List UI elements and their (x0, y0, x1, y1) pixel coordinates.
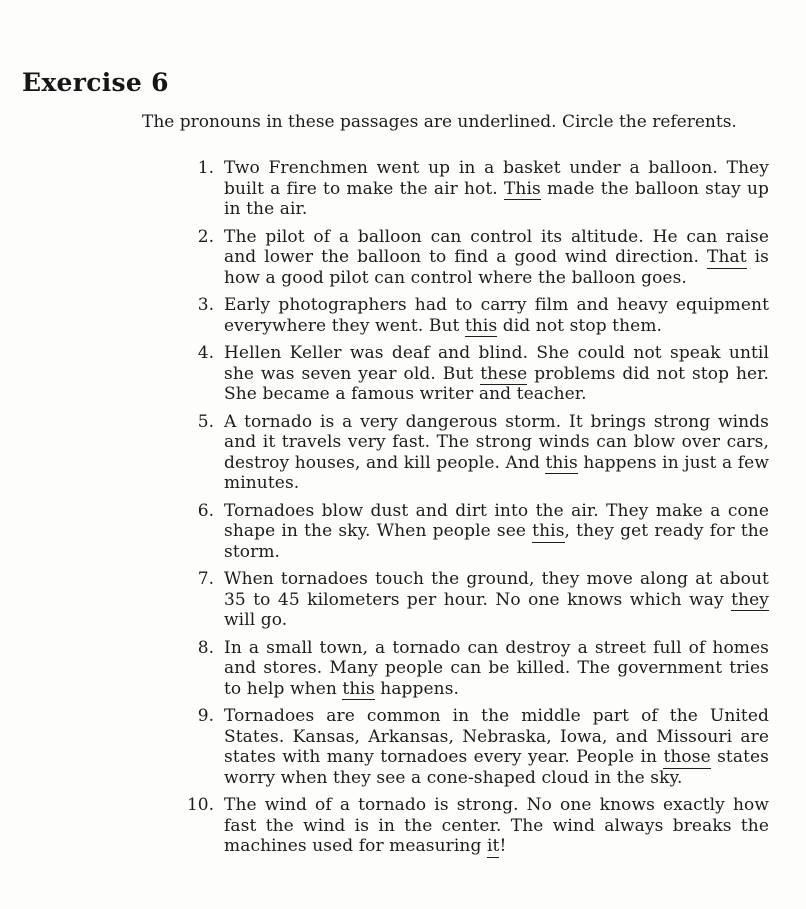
text-segment: The wind of a tornado is strong. No one knows exactly how fast the wind is in the center. The wind always breaks the machines used for measuring (224, 795, 769, 856)
underlined-pronoun: this (532, 521, 565, 541)
passage-item (0, 795, 806, 857)
passage-list (0, 158, 806, 857)
item-number: 10. (186, 795, 214, 815)
text-segment: ! (499, 836, 507, 856)
passage-text (224, 227, 769, 289)
passage-text (224, 501, 769, 563)
item-number: 6. (197, 500, 214, 521)
passage-item (0, 295, 806, 336)
passage-item (0, 569, 806, 631)
text-segment: , they get ready for the storm. (224, 521, 769, 562)
item-number: 3. (197, 295, 214, 315)
text-segment: made the balloon stay up in the air. (224, 178, 769, 219)
passage-item (0, 638, 806, 700)
text-segment: Early photographers had to carry film and heavy equipment everywhere they went. But (224, 295, 769, 336)
text-segment: The pilot of a balloon can control its altitude. He can raise and lower the balloon to find a good wind direction. (224, 226, 769, 267)
passage-item (0, 706, 806, 788)
text-segment: Two Frenchmen went up in a basket under a balloon. They built a fire to make the air hot. (224, 158, 769, 199)
item-number: 7. (197, 569, 214, 589)
item-number: 2. (197, 226, 214, 247)
exercise-heading: Exercise 6 (22, 68, 169, 97)
text-segment: problems did not stop her. She became a famous writer and teacher. (224, 363, 770, 404)
text-segment: In a small town, a tornado can destroy a street full of homes and stores. Many people can be killed. The government tries to help when (224, 637, 769, 699)
underlined-pronoun: this (342, 678, 375, 699)
text-segment: will go. (224, 610, 288, 630)
item-number: 1. (197, 158, 214, 178)
passage-text (224, 569, 769, 631)
passage-text (224, 343, 769, 405)
passage-item (0, 343, 806, 405)
text-segment: Tornadoes are common in the middle part of the United States. Kansas, Arkansas, Nebraska, Iowa, and Missouri are states with many tornadoes every year. People in (224, 706, 769, 767)
passage-item (0, 412, 806, 494)
text-segment: happens in just a few minutes. (224, 452, 769, 493)
underlined-pronoun: these (480, 363, 528, 384)
text-segment: Tornadoes blow dust and dirt into the air. They make a cone shape in the sky. When people see (224, 500, 769, 541)
passage-text (224, 706, 769, 788)
item-number: 9. (197, 706, 214, 726)
text-segment: did not stop them. (497, 315, 663, 336)
text-segment: happens. (374, 678, 460, 699)
underlined-pronoun: those (663, 747, 711, 767)
underlined-pronoun: this (464, 315, 498, 336)
passage-text (224, 412, 769, 494)
passage-text (224, 638, 769, 700)
passage-item (0, 158, 806, 220)
item-number: 5. (197, 411, 214, 432)
text-segment: is how a good pilot can control where the balloon goes. (224, 247, 769, 288)
text-segment: states worry when they see a cone-shaped cloud in the sky. (224, 747, 769, 788)
item-number: 4. (197, 343, 214, 363)
text-segment: Hellen Keller was deaf and blind. She could not speak until she was seven year old. But (224, 343, 769, 384)
item-number: 8. (197, 637, 214, 658)
underlined-pronoun: This (503, 178, 541, 199)
passage-text (224, 795, 769, 857)
passage-item (0, 227, 806, 289)
text-segment: When tornadoes touch the ground, they move along at about 35 to 45 kilometers per hour. No one knows which way (224, 569, 769, 610)
underlined-pronoun: they (731, 589, 769, 610)
underlined-pronoun: this (545, 452, 578, 473)
underlined-pronoun: it (486, 836, 500, 856)
passage-text (224, 295, 769, 336)
passage-text (224, 158, 769, 220)
text-segment: A tornado is a very dangerous storm. It brings strong winds and it travels very fast. The strong winds can blow over cars, destroy houses, and kill people. And (224, 411, 769, 473)
underlined-pronoun: That (707, 247, 747, 267)
instructions-text: The pronouns in these passages are underlined. Circle the referents. (142, 112, 737, 132)
passage-item (0, 501, 806, 563)
